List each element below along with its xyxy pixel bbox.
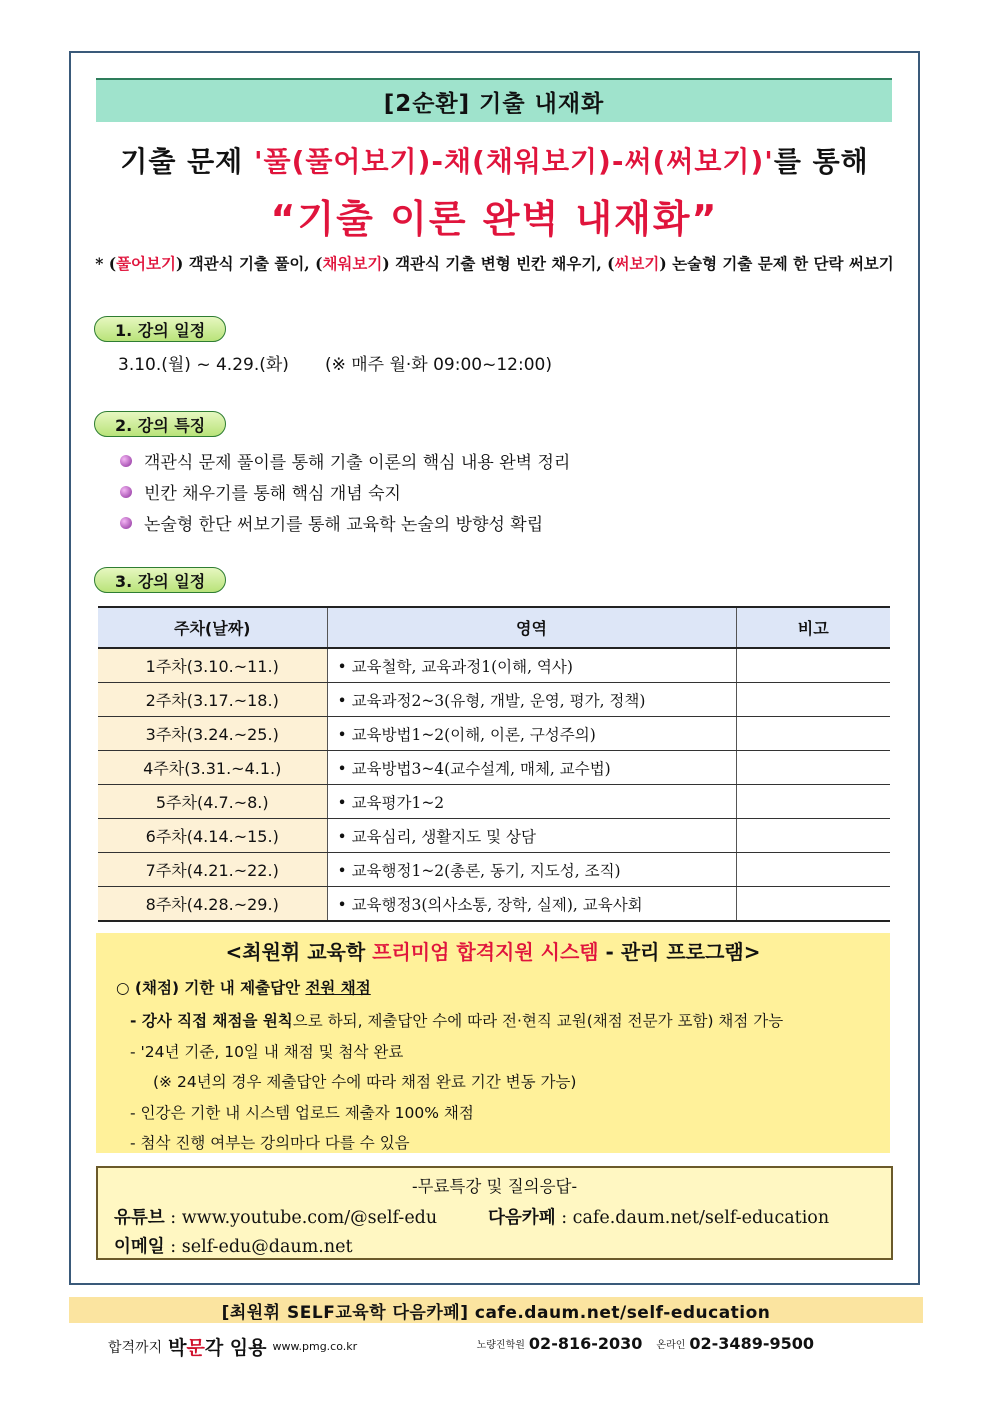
table-row: 2주차(3.17.~18.) • 교육과정2~3(유형, 개발, 운영, 평가, 정책) [98,683,890,717]
table-row: 3주차(3.24.~25.) • 교육방법1~2(이해, 이론, 구성주의) [98,717,890,751]
table-row: 7주차(4.21.~22.) • 교육행정1~2(총론, 동기, 지도성, 조직) [98,853,890,887]
schedule-table [98,606,890,922]
bullet-icon [120,486,132,498]
title-banner: [2순환] 기출 내재화 [96,78,892,122]
list-item: 빈칸 채우기를 통해 핵심 개념 숙지 [120,476,570,507]
list-item: 객관식 문제 풀이를 통해 기출 이론의 핵심 내용 완벽 정리 [120,445,570,476]
schedule-text: 3.10.(월) ~ 4.29.(화) (※ 매주 월·화 09:00~12:00) [118,355,552,375]
email-line[interactable]: 이메일 : self-edu@daum.net [114,1237,353,1257]
phone-numbers: 노량진학원 02-816-2030 온라인 02-3489-9500 [476,1334,814,1353]
bullet-icon [120,517,132,529]
feature-list [120,445,570,538]
headline-main: “기출 이론 완벽 내재화” [270,197,719,241]
premium-line-5: - 인강은 기한 내 시스템 업로드 제출자 100% 채점 [130,1104,474,1122]
cafe-line[interactable]: 다음카페 : cafe.daum.net/self-education [488,1208,830,1228]
youtube-line[interactable]: 유튜브 : www.youtube.com/@self-edu [114,1208,438,1228]
bullet-icon [120,455,132,467]
section-1-pill: 1. 강의 일정 [94,316,226,342]
header-week: 주차(날짜) [98,607,327,648]
table-row: 6주차(4.14.~15.) • 교육심리, 생활지도 및 상담 [98,819,890,853]
headline: 기출 문제 '풀(풀어보기)-채(채워보기)-써(써보기)'를 통해 [120,145,869,178]
table-header-row [98,607,890,648]
table-row: 5주차(4.7.~8.) • 교육평가1~2 [98,785,890,819]
header-area: 영역 [327,607,736,648]
premium-line-4: (※ 24년의 경우 제출답안 수에 따라 채점 완료 기간 변동 가능) [153,1073,577,1091]
premium-line-1: ○ (채점) 기한 내 제출답안 전원 채점 [116,979,371,997]
premium-line-6: - 첨삭 진행 여부는 강의마다 다를 수 있음 [130,1134,410,1152]
premium-line-3: - '24년 기준, 10일 내 채점 및 첨삭 완료 [130,1043,404,1061]
table-row: 8주차(4.28.~29.) • 교육행정3(의사소통, 장학, 실제), 교육사회 [98,887,890,922]
section-2-pill: 2. 강의 특징 [94,411,226,437]
table-row: 4주차(3.31.~4.1.) • 교육방법3~4(교수설계, 매체, 교수법) [98,751,890,785]
header-note: 비고 [736,607,890,648]
premium-line-2: - 강사 직접 채점을 원칙으로 하되, 제출답안 수에 따라 전·현직 교원(채점 전문가 포함) 채점 가능 [130,1012,784,1030]
brand-logo: 합격까지 박문각 임용 www.pmg.co.kr [108,1337,358,1359]
contact-title: -무료특강 및 질의응답- [411,1177,578,1196]
footer-cafe-bar[interactable]: [최원휘 SELF교육학 다음카페] cafe.daum.net/self-education [69,1297,923,1323]
list-item: 논술형 한단 써보기를 통해 교육학 논술의 방향성 확립 [120,507,570,538]
premium-title: <최원휘 교육학 프리미엄 합격지원 시스템 - 관리 프로그램> [225,940,761,964]
section-3-pill: 3. 강의 일정 [94,567,226,593]
method-note: * (풀어보기) 객관식 기출 풀이, (채워보기) 객관식 기출 변형 빈칸 채우기, (써보기) 논술형 기출 문제 한 단락 써보기 [95,254,894,273]
table-row: 1주차(3.10.~11.) • 교육철학, 교육과정1(이해, 역사) [98,648,890,683]
